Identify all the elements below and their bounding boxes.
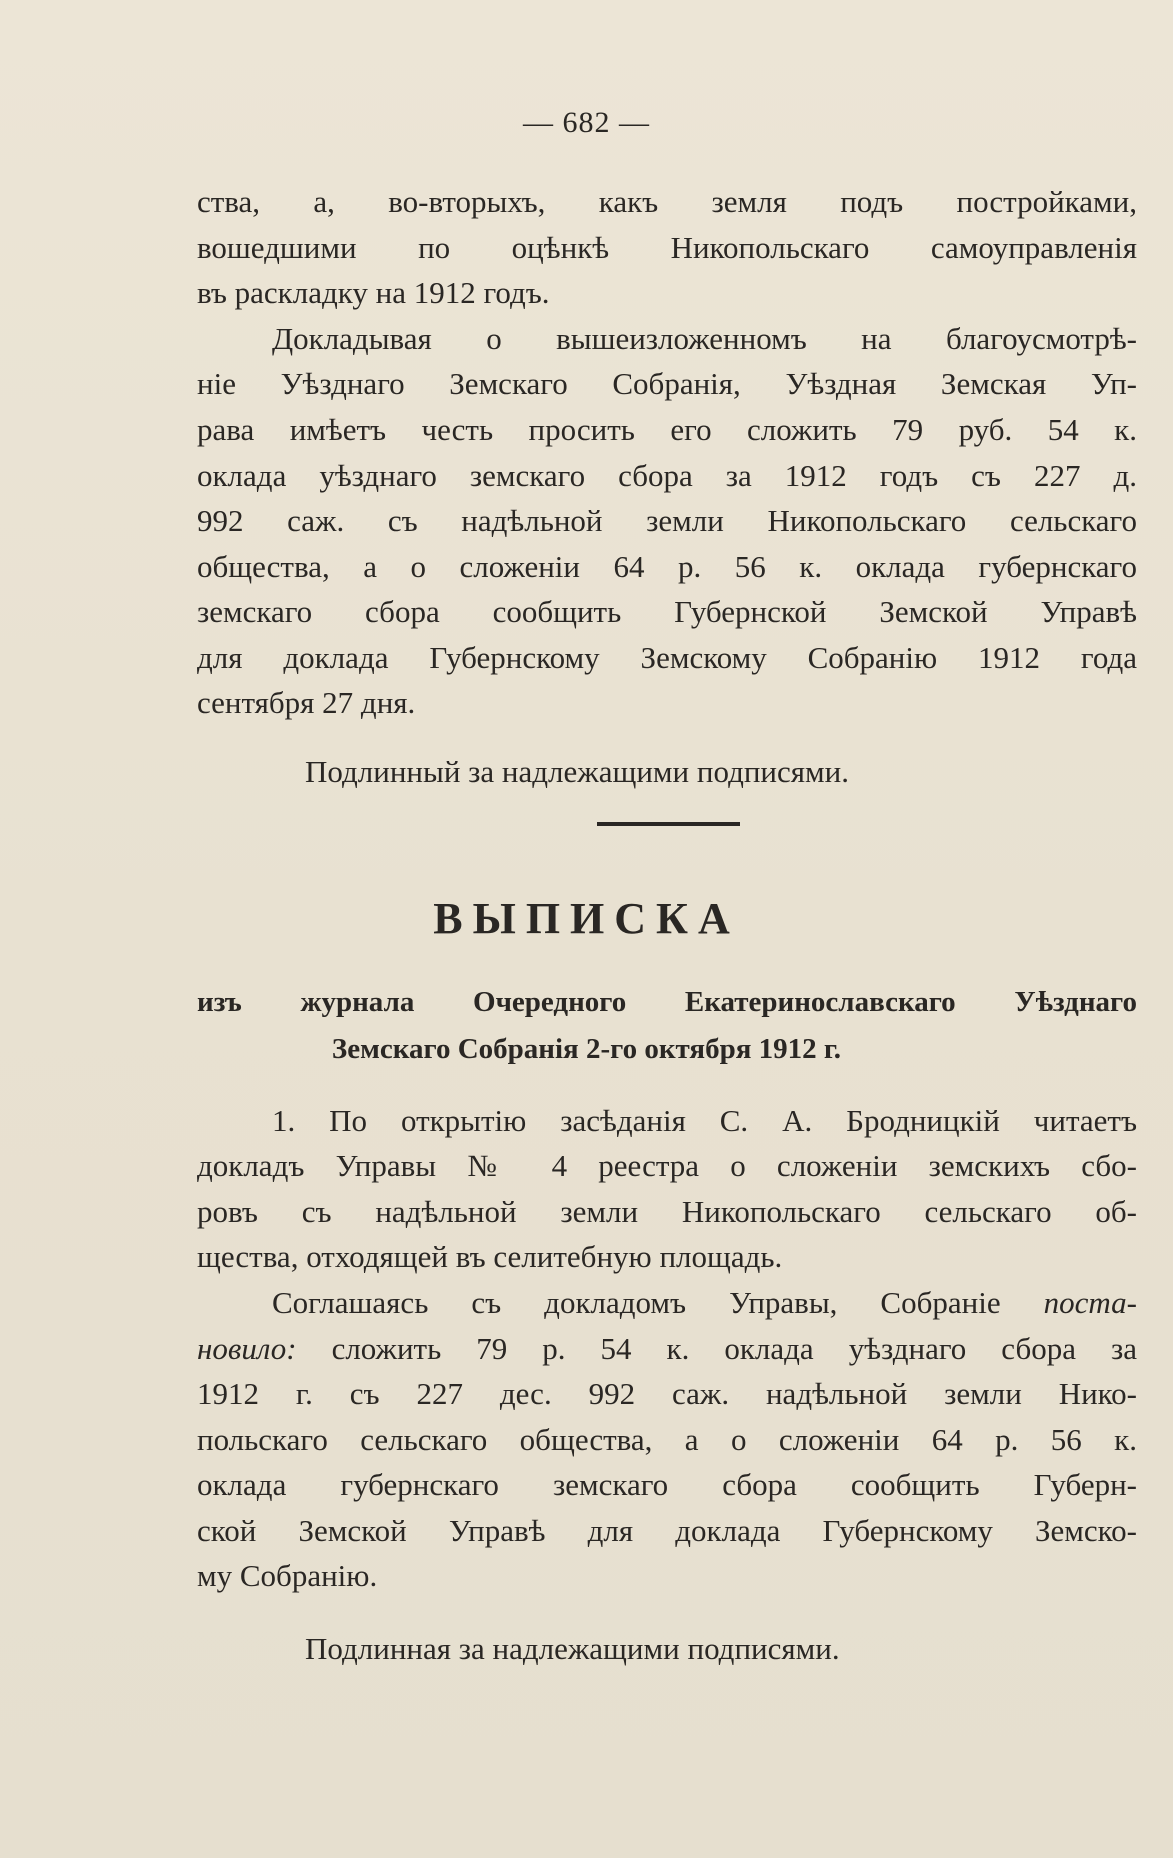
text-line: ской Земской Управѣ для доклада Губернскому Земско- (197, 1513, 1137, 1548)
text-line: рава имѣетъ честь просить его сложить 79 руб. 54 к. (197, 412, 1137, 447)
text-line: сентября 27 дня. (197, 685, 416, 720)
text-line: докладъ Управы № 4 реестра о сложеніи земскихъ сбо- (197, 1148, 1137, 1183)
text-line: му Собранію. (197, 1558, 378, 1593)
text-line-with-italic (272, 1281, 1137, 1325)
text-line: Докладывая о вышеизложенномъ на благоусмотрѣ- (272, 321, 1137, 356)
extract-subtitle-line1: изъ журнала Очередного Екатеринославскаго Уѣзднаго (197, 986, 1137, 1018)
text-line: 1. По открытію засѣданія С. А. Бродницкій читаетъ (272, 1103, 1137, 1138)
text-line: оклада уѣзднаго земскаго сбора за 1912 годъ съ 227 д. (197, 458, 1137, 493)
text-line: оклада губернскаго земскаго сбора сообщить Губерн- (197, 1467, 1137, 1502)
italic-word: новило: (197, 1331, 297, 1366)
italic-word: поста- (1043, 1285, 1137, 1320)
text-fragment: Соглашаясь съ докладомъ Управы, Собраніе (272, 1285, 1001, 1320)
text-line: 1912 г. съ 227 дес. 992 саж. надѣльной земли Нико- (197, 1376, 1137, 1411)
text-fragment: сложить 79 р. 54 к. оклада уѣзднаго сбора за (331, 1331, 1137, 1366)
text-line: польскаго сельскаго общества, а о сложеніи 64 р. 56 к. (197, 1422, 1137, 1457)
text-line: ніе Уѣзднаго Земскаго Собранія, Уѣздная Земская Уп- (197, 366, 1137, 401)
section-divider (597, 822, 740, 826)
text-line: земскаго сбора сообщить Губернской Земской Управѣ (197, 594, 1137, 629)
text-line: ства, а, во-вторыхъ, какъ земля подъ постройками, (197, 184, 1137, 219)
extract-heading: ВЫПИСКА (433, 894, 740, 943)
text-line: общества, а о сложеніи 64 р. 56 к. оклада губернскаго (197, 549, 1137, 584)
text-line: для доклада Губернскому Земскому Собранію 1912 года (197, 640, 1137, 675)
signature-note: Подлинная за надлежащими подписями. (305, 1631, 840, 1666)
text-line: щества, отходящей въ селитебную площадь. (197, 1239, 783, 1274)
text-line: въ раскладку на 1912 годъ. (197, 275, 550, 310)
extract-subtitle-line2: Земскаго Собранія 2-го октября 1912 г. (331, 1033, 842, 1065)
text-line: 992 саж. съ надѣльной земли Никопольскаго сельскаго (197, 503, 1137, 538)
signature-note: Подлинный за надлежащими подписями. (305, 754, 849, 789)
text-line: ровъ съ надѣльной земли Никопольскаго сельскаго об- (197, 1194, 1137, 1229)
page-number: — 682 — (523, 106, 650, 139)
text-line-with-italic (197, 1327, 1137, 1371)
text-line: вошедшими по оцѣнкѣ Никопольскаго самоуправленія (197, 230, 1137, 265)
